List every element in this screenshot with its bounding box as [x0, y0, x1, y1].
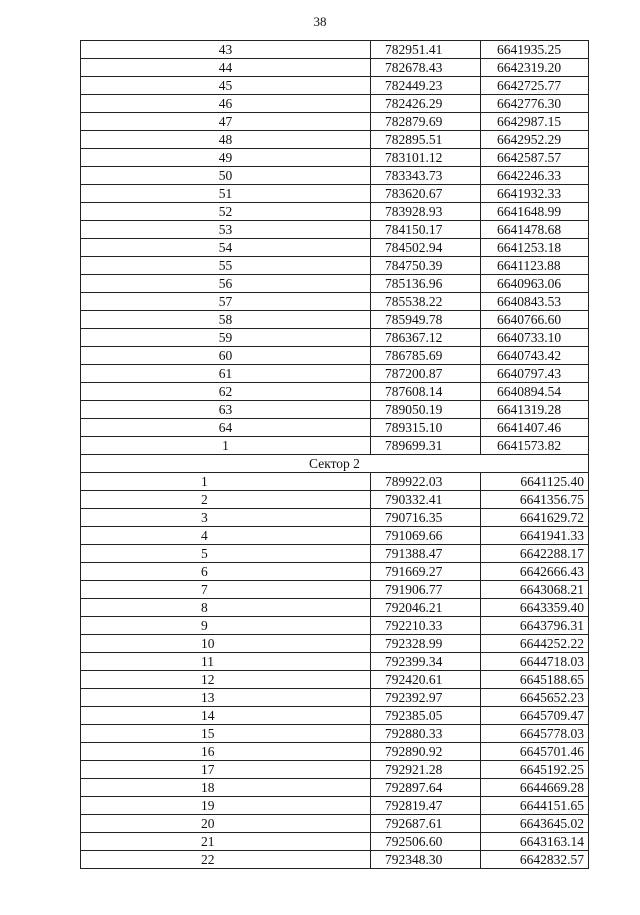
y-coordinate-cell: 6641941.33 [481, 527, 589, 545]
y-coordinate-cell: 6640843.53 [481, 293, 589, 311]
y-coordinate-cell: 6641319.28 [481, 401, 589, 419]
x-coordinate-cell: 784502.94 [371, 239, 481, 257]
y-coordinate-cell: 6640743.42 [481, 347, 589, 365]
table-row [81, 707, 589, 725]
point-number-cell: 5 [81, 545, 371, 563]
y-coordinate-cell: 6643163.14 [481, 833, 589, 851]
x-coordinate-cell: 792348.30 [371, 851, 481, 869]
table-row [81, 617, 589, 635]
point-number-cell: 57 [81, 293, 371, 311]
x-coordinate-cell: 792897.64 [371, 779, 481, 797]
table-row [81, 95, 589, 113]
table-row [81, 293, 589, 311]
table-row [81, 635, 589, 653]
x-coordinate-cell: 789922.03 [371, 473, 481, 491]
table-row [81, 725, 589, 743]
point-number-cell: 19 [81, 797, 371, 815]
point-number-cell: 8 [81, 599, 371, 617]
x-coordinate-cell: 785949.78 [371, 311, 481, 329]
x-coordinate-cell: 784750.39 [371, 257, 481, 275]
point-number-cell: 64 [81, 419, 371, 437]
point-number-cell: 46 [81, 95, 371, 113]
table-row [81, 59, 589, 77]
x-coordinate-cell: 792210.33 [371, 617, 481, 635]
point-number-cell: 49 [81, 149, 371, 167]
x-coordinate-cell: 792420.61 [371, 671, 481, 689]
section-title: Сектор 2 [81, 455, 589, 473]
point-number-cell: 6 [81, 563, 371, 581]
x-coordinate-cell: 782895.51 [371, 131, 481, 149]
point-number-cell: 17 [81, 761, 371, 779]
x-coordinate-cell: 792890.92 [371, 743, 481, 761]
point-number-cell: 22 [81, 851, 371, 869]
x-coordinate-cell: 791069.66 [371, 527, 481, 545]
table-row [81, 311, 589, 329]
x-coordinate-cell: 792399.34 [371, 653, 481, 671]
table-row [81, 41, 589, 59]
point-number-cell: 13 [81, 689, 371, 707]
y-coordinate-cell: 6640766.60 [481, 311, 589, 329]
point-number-cell: 45 [81, 77, 371, 95]
table-row [81, 221, 589, 239]
table-row [81, 545, 589, 563]
table-row [81, 77, 589, 95]
table-row [81, 203, 589, 221]
x-coordinate-cell: 784150.17 [371, 221, 481, 239]
table-row [81, 671, 589, 689]
point-number-cell: 55 [81, 257, 371, 275]
x-coordinate-cell: 787608.14 [371, 383, 481, 401]
table-row [81, 275, 589, 293]
table-row [81, 689, 589, 707]
x-coordinate-cell: 789699.31 [371, 437, 481, 455]
table-row [81, 401, 589, 419]
x-coordinate-cell: 783620.67 [371, 185, 481, 203]
table-row [81, 239, 589, 257]
x-coordinate-cell: 786785.69 [371, 347, 481, 365]
x-coordinate-cell: 792506.60 [371, 833, 481, 851]
table-row [81, 419, 589, 437]
table-row [81, 491, 589, 509]
y-coordinate-cell: 6641123.88 [481, 257, 589, 275]
table-row [81, 347, 589, 365]
y-coordinate-cell: 6640894.54 [481, 383, 589, 401]
y-coordinate-cell: 6644151.65 [481, 797, 589, 815]
y-coordinate-cell: 6641935.25 [481, 41, 589, 59]
table-row [81, 257, 589, 275]
table-row [81, 743, 589, 761]
table-row [81, 815, 589, 833]
x-coordinate-cell: 791906.77 [371, 581, 481, 599]
x-coordinate-cell: 782879.69 [371, 113, 481, 131]
y-coordinate-cell: 6644718.03 [481, 653, 589, 671]
x-coordinate-cell: 782426.29 [371, 95, 481, 113]
y-coordinate-cell: 6643068.21 [481, 581, 589, 599]
point-number-cell: 10 [81, 635, 371, 653]
y-coordinate-cell: 6643359.40 [481, 599, 589, 617]
y-coordinate-cell: 6641932.33 [481, 185, 589, 203]
table-row [81, 581, 589, 599]
x-coordinate-cell: 792385.05 [371, 707, 481, 725]
x-coordinate-cell: 787200.87 [371, 365, 481, 383]
point-number-cell: 15 [81, 725, 371, 743]
x-coordinate-cell: 783928.93 [371, 203, 481, 221]
point-number-cell: 60 [81, 347, 371, 365]
point-number-cell: 11 [81, 653, 371, 671]
x-coordinate-cell: 786367.12 [371, 329, 481, 347]
coordinates-table-body [81, 41, 589, 869]
x-coordinate-cell: 782678.43 [371, 59, 481, 77]
y-coordinate-cell: 6642725.77 [481, 77, 589, 95]
point-number-cell: 54 [81, 239, 371, 257]
y-coordinate-cell: 6645701.46 [481, 743, 589, 761]
table-row [81, 167, 589, 185]
x-coordinate-cell: 792921.28 [371, 761, 481, 779]
x-coordinate-cell: 792046.21 [371, 599, 481, 617]
x-coordinate-cell: 792392.97 [371, 689, 481, 707]
x-coordinate-cell: 792819.47 [371, 797, 481, 815]
y-coordinate-cell: 6640797.43 [481, 365, 589, 383]
y-coordinate-cell: 6642832.57 [481, 851, 589, 869]
point-number-cell: 12 [81, 671, 371, 689]
x-coordinate-cell: 785136.96 [371, 275, 481, 293]
table-row [81, 653, 589, 671]
table-row [81, 509, 589, 527]
x-coordinate-cell: 792328.99 [371, 635, 481, 653]
y-coordinate-cell: 6642987.15 [481, 113, 589, 131]
point-number-cell: 2 [81, 491, 371, 509]
y-coordinate-cell: 6644252.22 [481, 635, 589, 653]
point-number-cell: 61 [81, 365, 371, 383]
table-row [81, 149, 589, 167]
y-coordinate-cell: 6641573.82 [481, 437, 589, 455]
point-number-cell: 50 [81, 167, 371, 185]
y-coordinate-cell: 6645192.25 [481, 761, 589, 779]
y-coordinate-cell: 6644669.28 [481, 779, 589, 797]
point-number-cell: 58 [81, 311, 371, 329]
table-row [81, 797, 589, 815]
x-coordinate-cell: 783343.73 [371, 167, 481, 185]
point-number-cell: 3 [81, 509, 371, 527]
table-row [81, 437, 589, 455]
y-coordinate-cell: 6642952.29 [481, 131, 589, 149]
x-coordinate-cell: 783101.12 [371, 149, 481, 167]
y-coordinate-cell: 6643796.31 [481, 617, 589, 635]
y-coordinate-cell: 6642776.30 [481, 95, 589, 113]
section-row [81, 455, 589, 473]
point-number-cell: 18 [81, 779, 371, 797]
y-coordinate-cell: 6642587.57 [481, 149, 589, 167]
y-coordinate-cell: 6645709.47 [481, 707, 589, 725]
x-coordinate-cell: 792687.61 [371, 815, 481, 833]
x-coordinate-cell: 790716.35 [371, 509, 481, 527]
table-row [81, 185, 589, 203]
x-coordinate-cell: 791388.47 [371, 545, 481, 563]
point-number-cell: 20 [81, 815, 371, 833]
point-number-cell: 14 [81, 707, 371, 725]
y-coordinate-cell: 6640733.10 [481, 329, 589, 347]
table-row [81, 383, 589, 401]
y-coordinate-cell: 6645188.65 [481, 671, 589, 689]
point-number-cell: 1 [81, 473, 371, 491]
point-number-cell: 4 [81, 527, 371, 545]
x-coordinate-cell: 792880.33 [371, 725, 481, 743]
table-row [81, 329, 589, 347]
x-coordinate-cell: 791669.27 [371, 563, 481, 581]
y-coordinate-cell: 6642666.43 [481, 563, 589, 581]
table-row [81, 599, 589, 617]
y-coordinate-cell: 6645778.03 [481, 725, 589, 743]
point-number-cell: 52 [81, 203, 371, 221]
y-coordinate-cell: 6640963.06 [481, 275, 589, 293]
y-coordinate-cell: 6641407.46 [481, 419, 589, 437]
x-coordinate-cell: 789050.19 [371, 401, 481, 419]
point-number-cell: 51 [81, 185, 371, 203]
point-number-cell: 56 [81, 275, 371, 293]
y-coordinate-cell: 6641478.68 [481, 221, 589, 239]
point-number-cell: 47 [81, 113, 371, 131]
table-row [81, 761, 589, 779]
table-row [81, 851, 589, 869]
table-row [81, 473, 589, 491]
point-number-cell: 9 [81, 617, 371, 635]
y-coordinate-cell: 6641629.72 [481, 509, 589, 527]
table-row [81, 779, 589, 797]
coordinates-table [80, 40, 589, 869]
point-number-cell: 53 [81, 221, 371, 239]
y-coordinate-cell: 6645652.23 [481, 689, 589, 707]
point-number-cell: 21 [81, 833, 371, 851]
table-row [81, 527, 589, 545]
table-row [81, 131, 589, 149]
x-coordinate-cell: 782449.23 [371, 77, 481, 95]
x-coordinate-cell: 789315.10 [371, 419, 481, 437]
y-coordinate-cell: 6642288.17 [481, 545, 589, 563]
table-row [81, 563, 589, 581]
table-row [81, 365, 589, 383]
table-row [81, 833, 589, 851]
point-number-cell: 7 [81, 581, 371, 599]
point-number-cell: 44 [81, 59, 371, 77]
point-number-cell: 63 [81, 401, 371, 419]
point-number-cell: 16 [81, 743, 371, 761]
x-coordinate-cell: 785538.22 [371, 293, 481, 311]
y-coordinate-cell: 6641125.40 [481, 473, 589, 491]
x-coordinate-cell: 790332.41 [371, 491, 481, 509]
y-coordinate-cell: 6641356.75 [481, 491, 589, 509]
point-number-cell: 1 [81, 437, 371, 455]
page-number: 38 [313, 14, 327, 29]
point-number-cell: 59 [81, 329, 371, 347]
y-coordinate-cell: 6642319.20 [481, 59, 589, 77]
x-coordinate-cell: 782951.41 [371, 41, 481, 59]
y-coordinate-cell: 6642246.33 [481, 167, 589, 185]
y-coordinate-cell: 6643645.02 [481, 815, 589, 833]
point-number-cell: 48 [81, 131, 371, 149]
y-coordinate-cell: 6641648.99 [481, 203, 589, 221]
table-row [81, 113, 589, 131]
point-number-cell: 62 [81, 383, 371, 401]
y-coordinate-cell: 6641253.18 [481, 239, 589, 257]
point-number-cell: 43 [81, 41, 371, 59]
